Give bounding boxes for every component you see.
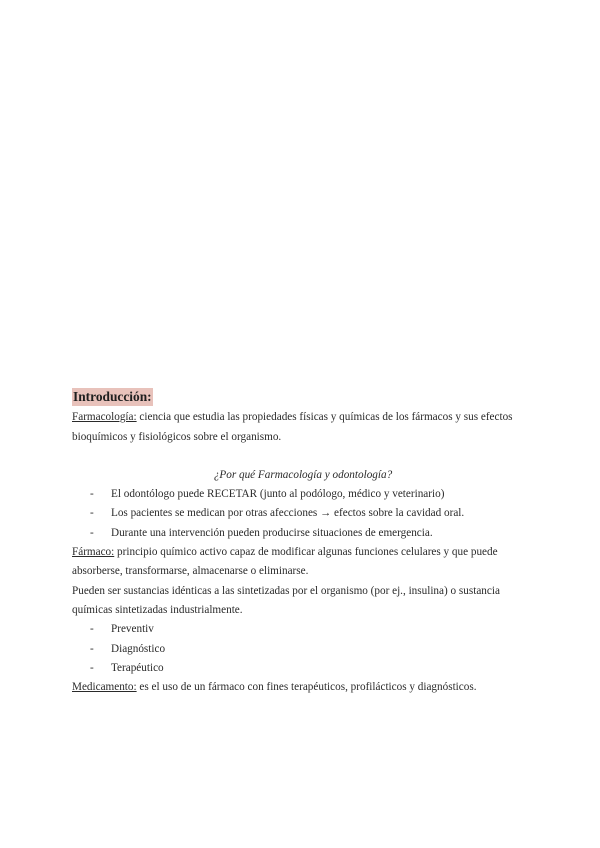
- dash-bullet: -: [90, 488, 94, 501]
- dash-bullet: -: [90, 507, 94, 520]
- farmaco-term: Fármaco:: [72, 546, 115, 559]
- farmaco-definition: [72, 543, 534, 582]
- list-item-text: Preventiv: [111, 623, 154, 636]
- farmacologia-definition: [72, 408, 534, 447]
- blank-line: [72, 447, 534, 466]
- medicamento-definition: [72, 678, 534, 697]
- list-item-text: El odontólogo puede RECETAR (junto al podólogo, médico y veterinario): [111, 488, 445, 501]
- dash-bullet: -: [90, 623, 94, 636]
- section-heading: Introducción:: [73, 389, 152, 404]
- farmacologia-term: Farmacología:: [72, 411, 137, 424]
- dash-bullet: -: [90, 661, 94, 674]
- farmaco-text: principio químico activo capaz de modificar algunas funciones celulares y que puede absorberse, transformarse, almacenarse o eliminarse.: [72, 546, 498, 578]
- medicamento-text: es el uso de un fármaco con fines terapéuticos, profilácticos y diagnósticos.: [136, 681, 477, 694]
- list-item: [72, 524, 534, 543]
- why-title: ¿Por qué Farmacología y odontología?: [213, 468, 393, 481]
- dash-bullet: -: [90, 642, 94, 655]
- list-item-text: Durante una intervención pueden producirse situaciones de emergencia.: [111, 526, 433, 539]
- list-item-text: Diagnóstico: [111, 642, 166, 655]
- list-item: [72, 620, 534, 639]
- medicamento-term: Medicamento:: [72, 681, 137, 694]
- uses-list: [72, 620, 534, 678]
- list-item: [72, 504, 534, 523]
- farmaco-note: Pueden ser sustancias idénticas a las sintetizadas por el organismo (por ej., insulina) o sustancia químicas sintetizadas industrialmente.: [72, 584, 500, 616]
- list-item-text: Los pacientes se medican por otras afecciones → efectos sobre la cavidad oral.: [111, 507, 465, 520]
- list-item: [72, 659, 534, 678]
- document-body: [72, 388, 534, 697]
- farmacologia-text: ciencia que estudia las propiedades físicas y químicas de los fármacos y sus efectos bioquímicos y fisiológicos sobre el organismo.: [72, 411, 513, 443]
- list-item: [72, 640, 534, 659]
- list-item-text: Terapéutico: [111, 661, 164, 674]
- why-list: [72, 485, 534, 543]
- list-item: [72, 485, 534, 504]
- dash-bullet: -: [90, 526, 94, 539]
